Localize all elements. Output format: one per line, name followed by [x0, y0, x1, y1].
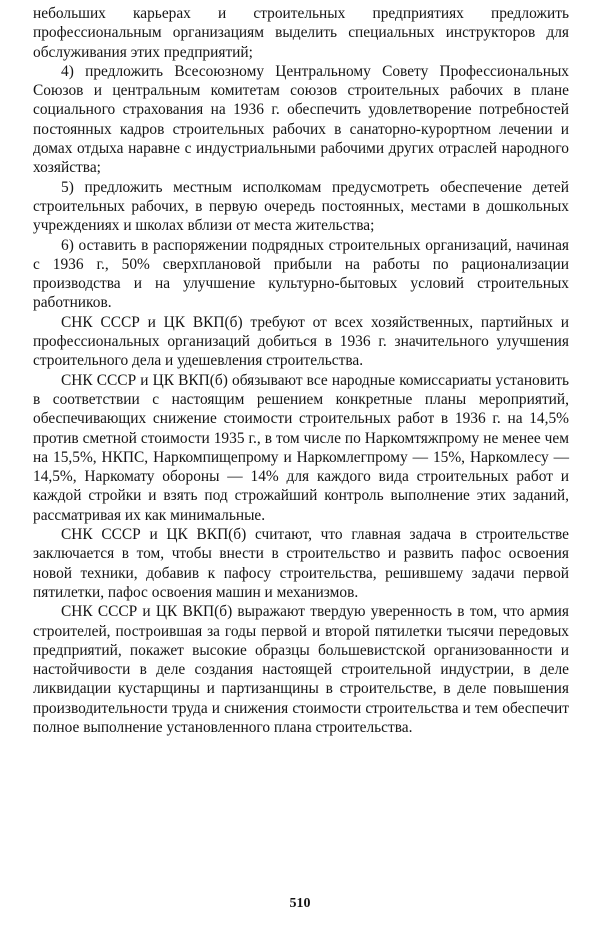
paragraph-obligation: СНК СССР и ЦК ВКП(б) обязывают все народные комиссариаты установить в соответствии с настоящим решением конкретные планы мероприятий, обеспечивающих снижение стоимости строительных работ в 1936 г. на 14,5% против сметной стоимости 1935 г., в том числе по Наркомтяжпрому не менее чем на 15,5%, НКПС, Наркомпищепрому и Наркомлегпрому — 15%, Наркомлесу — 14,5%, Наркомату обороны — 14% для каждого вида строительных работ и каждой стройки и взять под строжайший контроль выполнение этих заданий, рассматривая их как минимальные.: [33, 371, 569, 524]
paragraph-continuation: небольших карьерах и строительных предприятиях предложить профессиональным организациям выделить специальных инструкторов для обслуживания этих предприятий;: [33, 5, 569, 61]
page-number: 510: [289, 896, 311, 911]
body-text: [33, 4, 569, 737]
paragraph-item-4: 4) предложить Всесоюзному Центральному Совету Профессиональных Союзов и центральным комитетам союзов строительных рабочих в плане социального страхования на 1936 г. обеспечить удовлетворение потребностей постоянных кадров строительных рабочих в санаторно-курортном лечении и домах отдыха наравне с индустриальными рабочими других отраслей народного хозяйства;: [33, 62, 569, 177]
paragraph-confidence: СНК СССР и ЦК ВКП(б) выражают твердую уверенность в том, что армия строителей, построившая за годы первой и второй пятилетки тысячи передовых предприятий, покажет высокие образцы большевистской организованности и настойчивости в деле создания настоящей строительной индустрии, в деле ликвидации кустарщины и партизанщины в строительстве, в деле повышения производительности труда и снижения стоимости строительства и тем обеспечит полное выполнение установленного плана строительства.: [33, 603, 569, 736]
paragraph-requirement: СНК СССР и ЦК ВКП(б) требуют от всех хозяйственных, партийных и профессиональных организаций добиться в 1936 г. значительного улучшения строительного дела и удешевления строительства.: [33, 313, 569, 370]
paragraph-item-5: 5) предложить местным исполкомам предусмотреть обеспечение детей строительных рабочих, в первую очередь постоянных, местами в дошкольных учреждениях и школах вблизи от места жительства;: [33, 178, 569, 235]
paragraph-main-task: СНК СССР и ЦК ВКП(б) считают, что главная задача в строительстве заключается в том, чтобы внести в строительство и развить пафос освоения новой техники, добавив к пафосу строительства, решившему задачи первой пятилетки, пафос освоения машин и механизмов.: [33, 526, 569, 601]
paragraph-item-6: 6) оставить в распоряжении подрядных строительных организаций, начиная с 1936 г., 50% сверхплановой прибыли на работы по рационализации производства и на улучшение культурно-бытовых условий строительных работников.: [33, 236, 569, 312]
